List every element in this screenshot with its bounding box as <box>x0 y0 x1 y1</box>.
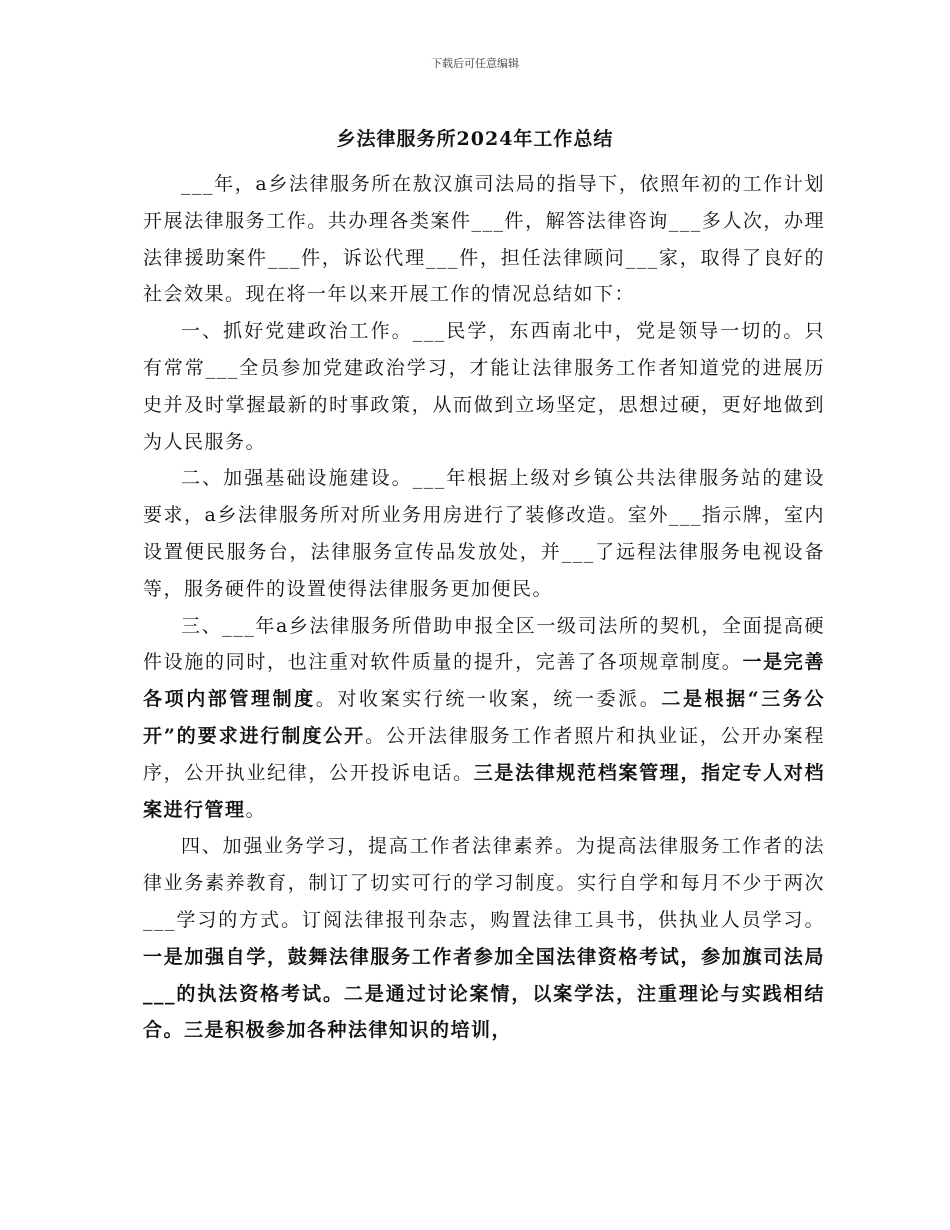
document-body <box>143 166 825 1049</box>
text-segment: 二、加强基础设施建设。___年根据上级对乡镇公共法律服务站的建设要求，a乡法律服务所对所业务用房进行了装修改造。室外___指示牌，室内设置便民服务台，法律服务宣传品发放处，并___了远程法律服务电视设备等，服务硬件的设置使得法律服务更加便民。 <box>143 467 825 600</box>
text-segment: 。公开法律服务工作者照片和执业证，公开办案程序，公开执业纪律，公开投诉电话。 <box>143 724 825 784</box>
text-segment: 四、加强业务学习，提高工作者法律素养。为提高法律服务工作者的法律业务素养教育，制订了切实可行的学习制度。实行自学和每月不少于两次___学习的方式。订阅法律报刊杂志，购置法律工具书，供执业人员学习。 <box>143 835 825 931</box>
paragraph-infrastructure <box>143 460 825 607</box>
header-note: 下载后可任意编辑 <box>431 57 519 70</box>
document-title: 乡法律服务所2024年工作总结 <box>336 128 614 150</box>
text-segment: 三、___年a乡法律服务所借助申报全区一级司法所的契机，全面提高硬件设施的同时，也注重对软件质量的提升，完善了各项规章制度。 <box>143 614 825 674</box>
text-segment: 。 <box>245 798 267 821</box>
text-segment: ___年，a乡法律服务所在敖汉旗司法局的指导下，依照年初的工作计划开展法律服务工作。共办理各类案件___件，解答法律咨询___多人次，办理法律援助案件___件，诉讼代理___件，担任法律顾问___家，取得了良好的社会效果。现在将一年以来开展工作的情况总结如下： <box>143 173 825 306</box>
bold-text-segment: 一是加强自学，鼓舞法律服务工作者参加全国法律资格考试，参加旗司法局___的执法资格考试。二是通过讨论案情，以案学法，注重理论与实践相结合。三是积极参加各种法律知识的培训， <box>143 945 825 1042</box>
text-segment: 。对收案实行统一收案，统一委派。 <box>315 688 662 711</box>
bold-text-segment: 三是法律规范档案管理，指定专人对档案进行管理 <box>143 761 825 821</box>
text-segment: 一、抓好党建政治工作。___民学，东西南北中，党是领导一切的。只有常常___全员参加党建政治学习，才能让法律服务工作者知道党的进展历史并及时掌握最新的时事政策，从而做到立场坚定，思想过硬，更好地做到为人民服务。 <box>143 320 825 453</box>
paragraph-intro <box>143 166 825 313</box>
paragraph-party-building <box>143 313 825 460</box>
bold-text-segment: 一是完善各项内部管理制度 <box>143 651 825 711</box>
paragraph-regulations <box>143 608 825 829</box>
paragraph-study <box>143 828 825 1049</box>
bold-text-segment: 二是根据“三务公开”的要求进行制度公开 <box>143 688 825 747</box>
